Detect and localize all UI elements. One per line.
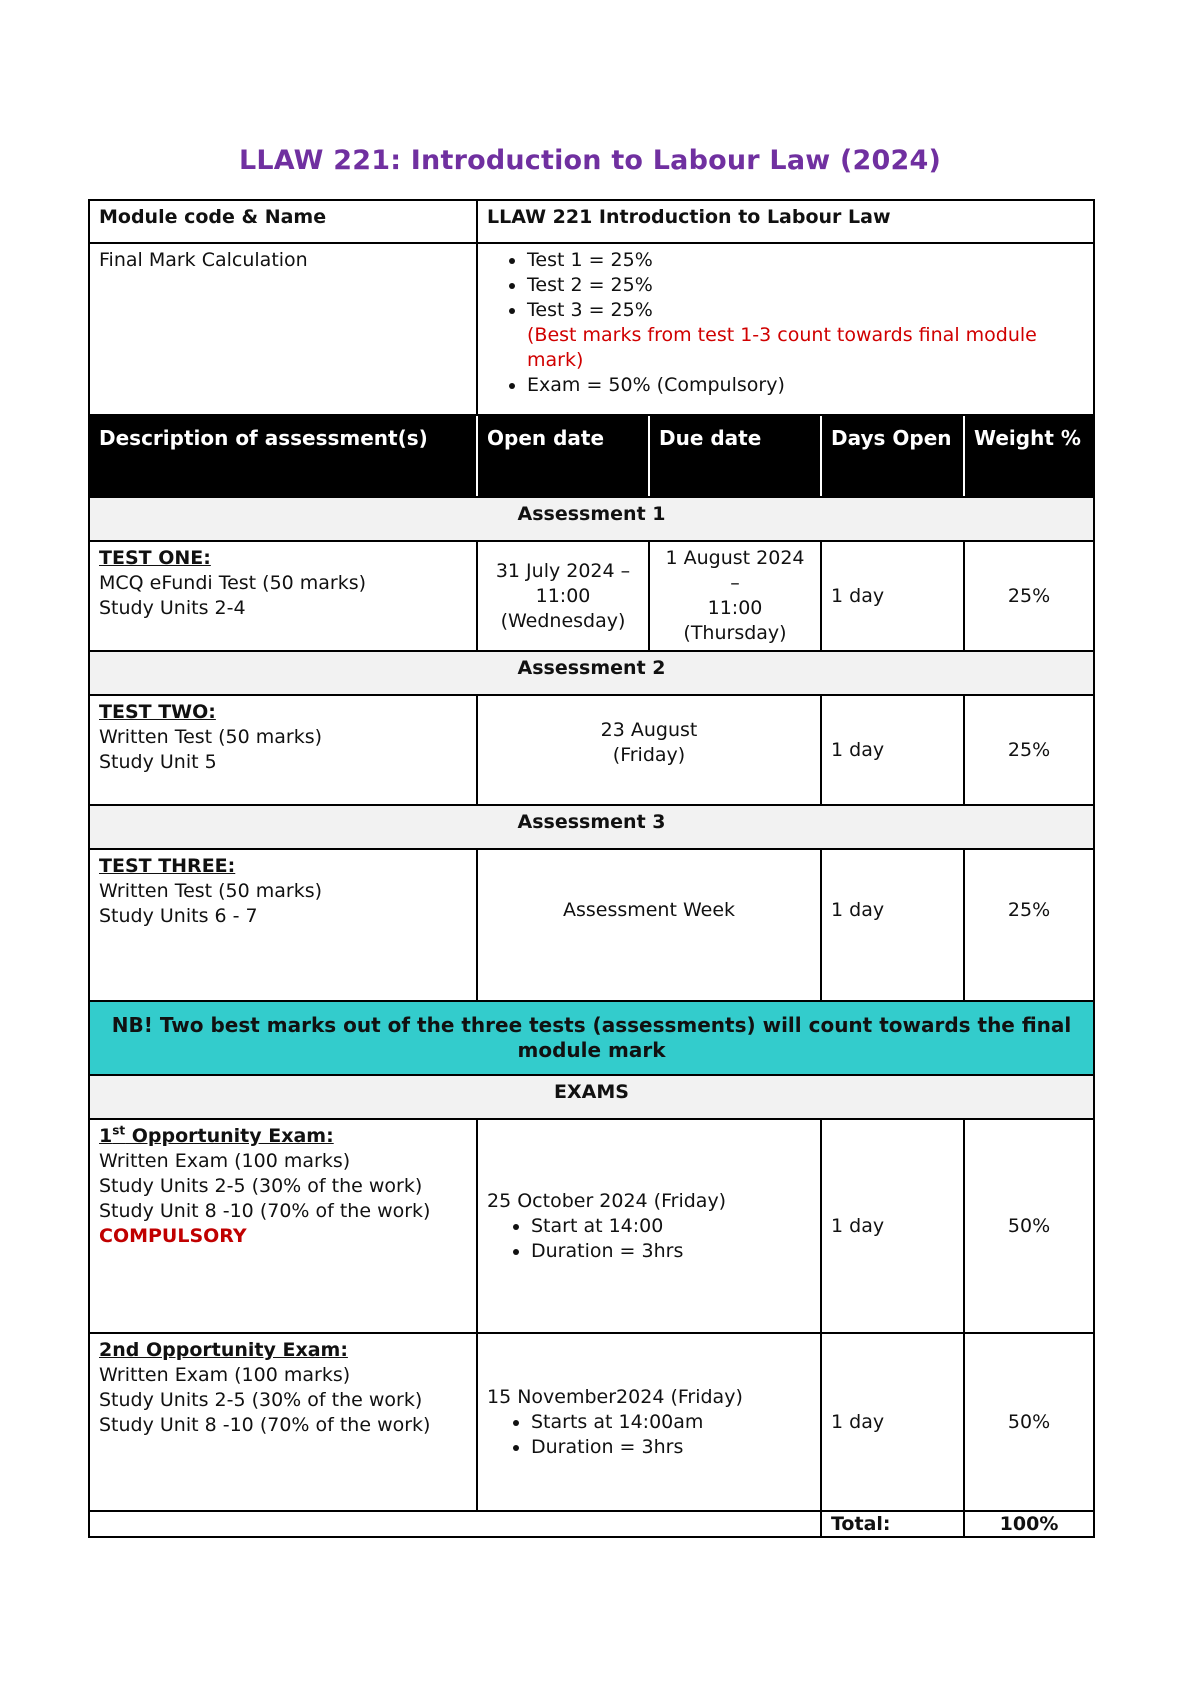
assessment-3-row: [89, 849, 1094, 1001]
header-description: Description of assessment(s): [89, 415, 477, 497]
exam-1-date-text: 25 October 2024 (Friday): [487, 1189, 727, 1212]
date-line: 23 August: [600, 719, 698, 741]
exam-2-row: [89, 1333, 1094, 1511]
assessment-2-name: TEST TWO:: [99, 701, 216, 723]
date-line: (Friday): [612, 744, 686, 766]
assessment-3-line1: Written Test (50 marks): [99, 880, 323, 902]
total-row: [89, 1511, 1094, 1537]
header-open-date: Open date: [477, 415, 649, 497]
assessment-2-days: 1 day: [821, 695, 964, 805]
exam-1-name-num: 1: [99, 1125, 113, 1147]
module-label: Module code & Name: [89, 200, 477, 243]
exam-2-description: [89, 1333, 477, 1511]
exam-1-bullet: • Duration = 3hrs: [531, 1239, 811, 1264]
exam-1-line1: Written Exam (100 marks): [99, 1150, 351, 1172]
open-date-line: 11:00: [535, 584, 591, 607]
total-label: Total:: [821, 1511, 964, 1537]
assessment-1-name: TEST ONE:: [99, 547, 211, 569]
assessment-table: [88, 199, 1095, 1538]
assessment-2-row: [89, 695, 1094, 805]
section-assessment-3: Assessment 3: [89, 805, 1094, 849]
exam-1-line3: Study Unit 8 -10 (70% of the work): [99, 1200, 431, 1222]
page-title: LLAW 221: Introduction to Labour Law (2024): [238, 145, 942, 176]
exam-2-weight: 50%: [964, 1333, 1094, 1511]
nb-row: [89, 1001, 1094, 1075]
exam-1-row: [89, 1119, 1094, 1333]
assessment-1-days: 1 day: [821, 541, 964, 651]
open-date-line: 31 July 2024 –: [495, 559, 631, 582]
exam-2-line1: Written Exam (100 marks): [99, 1364, 351, 1386]
final-mark-item: • Test 3 = 25%: [527, 298, 1084, 323]
assessment-1-due-date: [649, 541, 821, 651]
exam-2-date: [477, 1333, 821, 1511]
section-row: [89, 651, 1094, 695]
exam-1-description: [89, 1119, 477, 1333]
final-mark-label: Final Mark Calculation: [89, 243, 477, 415]
exam-2-line3: Study Unit 8 -10 (70% of the work): [99, 1414, 431, 1436]
section-row: [89, 1075, 1094, 1119]
assessment-1-line1: MCQ eFundi Test (50 marks): [99, 572, 367, 594]
exam-2-date-text: 15 November2024 (Friday): [487, 1385, 743, 1408]
assessment-3-date: Assessment Week: [477, 849, 821, 1001]
nb-notice: NB! Two best marks out of the three tests (assessments) will count towards the final module mark: [89, 1001, 1094, 1075]
exam-1-date: [477, 1119, 821, 1333]
total-spacer: [89, 1511, 821, 1537]
exam-1-name-rest: Opportunity Exam:: [125, 1125, 334, 1147]
final-mark-exam: • Exam = 50% (Compulsory): [527, 373, 1084, 398]
section-exams: EXAMS: [89, 1075, 1094, 1119]
module-value: LLAW 221 Introduction to Labour Law: [477, 200, 1094, 243]
section-row: [89, 805, 1094, 849]
total-value: 100%: [964, 1511, 1094, 1537]
exam-1-name-sup: st: [112, 1123, 126, 1138]
due-date-line: (Thursday): [683, 622, 787, 644]
assessment-2-weight: 25%: [964, 695, 1094, 805]
assessment-3-name: TEST THREE:: [99, 855, 236, 877]
assessment-1-line2: Study Units 2-4: [99, 597, 246, 619]
assessment-1-open-date: [477, 541, 649, 651]
assessment-3-days: 1 day: [821, 849, 964, 1001]
exam-1-weight: 50%: [964, 1119, 1094, 1333]
final-mark-item: • Test 1 = 25%: [527, 248, 1084, 273]
exam-2-bullet: • Starts at 14:00am: [531, 1410, 811, 1435]
assessment-1-weight: 25%: [964, 541, 1094, 651]
open-date-line: (Wednesday): [500, 609, 626, 632]
due-date-line: 11:00: [707, 597, 763, 619]
exam-2-days: 1 day: [821, 1333, 964, 1511]
final-mark-row: [89, 243, 1094, 415]
section-assessment-2: Assessment 2: [89, 651, 1094, 695]
assessment-1-description: [89, 541, 477, 651]
exam-2-bullet: • Duration = 3hrs: [531, 1435, 811, 1460]
header-row: [89, 415, 1094, 497]
exam-2-name: 2nd Opportunity Exam:: [99, 1339, 348, 1361]
assessment-3-weight: 25%: [964, 849, 1094, 1001]
section-row: [89, 497, 1094, 541]
assessment-2-description: [89, 695, 477, 805]
exam-1-line2: Study Units 2-5 (30% of the work): [99, 1175, 423, 1197]
exam-1-days: 1 day: [821, 1119, 964, 1333]
assessment-2-line1: Written Test (50 marks): [99, 726, 323, 748]
due-date-line: 1 August 2024 –: [665, 547, 805, 594]
header-weight: Weight %: [964, 415, 1094, 497]
exam-1-bullet: • Start at 14:00: [531, 1214, 811, 1239]
final-mark-details: [477, 243, 1094, 415]
exam-1-name: [99, 1124, 467, 1149]
section-assessment-1: Assessment 1: [89, 497, 1094, 541]
header-days-open: Days Open: [821, 415, 964, 497]
assessment-3-description: [89, 849, 477, 1001]
assessment-2-date: [477, 695, 821, 805]
assessment-2-line2: Study Unit 5: [99, 751, 217, 773]
header-due-date: Due date: [649, 415, 821, 497]
assessment-1-row: [89, 541, 1094, 651]
final-mark-note: (Best marks from test 1-3 count towards final module mark): [527, 324, 1037, 371]
exam-1-compulsory: COMPULSORY: [99, 1225, 247, 1247]
exam-2-line2: Study Units 2-5 (30% of the work): [99, 1389, 423, 1411]
final-mark-item: • Test 2 = 25%: [527, 273, 1084, 298]
assessment-3-line2: Study Units 6 - 7: [99, 905, 258, 927]
module-row: [89, 200, 1094, 243]
